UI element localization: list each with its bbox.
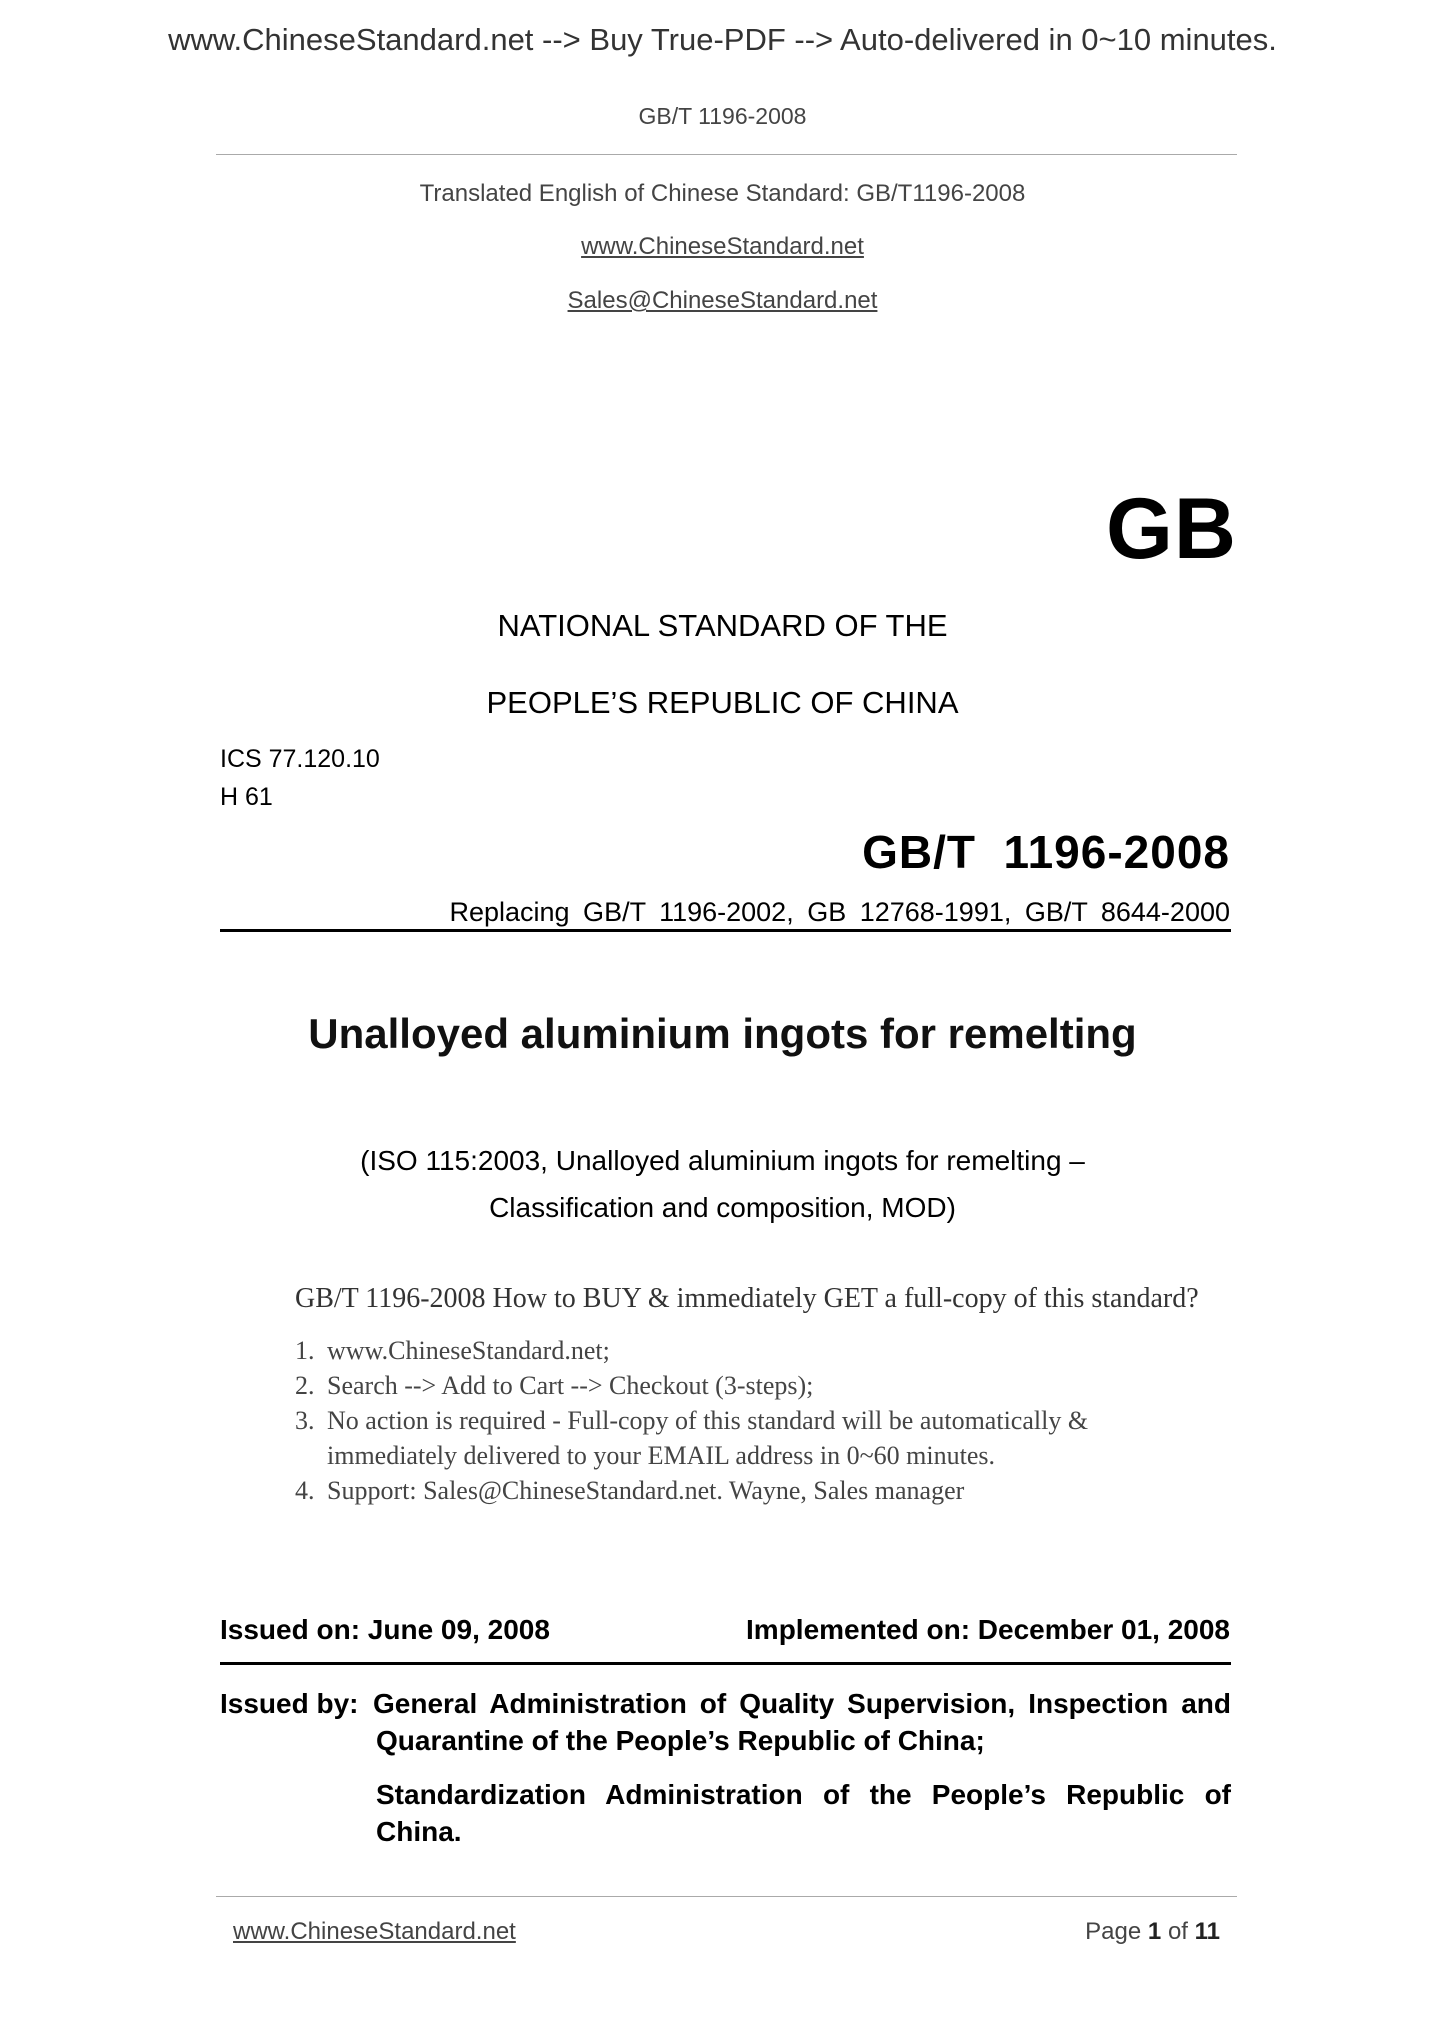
issuing-org-2-line2: China. [376, 1816, 462, 1847]
issued-date: Issued on: June 09, 2008 [220, 1614, 550, 1645]
issuing-org-2-line1: Standardization Administration of the People’s Republic of [376, 1779, 1231, 1810]
standard-number: GB/T 1196-2008 [862, 826, 1230, 878]
iso-reference-line2: Classification and composition, MOD) [489, 1192, 956, 1223]
step-text[interactable]: www.ChineseStandard.net; [327, 1336, 610, 1365]
issuing-org-1-line2: Quarantine of the People’s Republic of China; [376, 1725, 985, 1756]
email-link-container [0, 287, 1445, 315]
purchase-instructions [295, 1283, 1245, 1508]
translation-title: Translated English of Chinese Standard: GB/T1196-2008 [419, 180, 1026, 207]
header-standard-code: GB/T 1196-2008 [638, 103, 807, 129]
ccs-code: H 61 [220, 783, 273, 811]
issuing-org-1-line1: General Administration of Quality Supervision, Inspection and [373, 1688, 1231, 1719]
website-link[interactable]: www.ChineseStandard.net [581, 233, 864, 260]
purchase-step-2 [295, 1368, 1245, 1403]
header-divider [216, 154, 1237, 155]
implemented-date: Implemented on: December 01, 2008 [746, 1614, 1230, 1645]
national-standard-line2: PEOPLE’S REPUBLIC OF CHINA [486, 685, 959, 720]
footer-divider [216, 1896, 1237, 1897]
dates-divider [220, 1662, 1231, 1665]
website-link-container [0, 233, 1445, 261]
top-banner: www.ChineseStandard.net --> Buy True-PDF --> Auto-delivered in 0~10 minutes. [168, 22, 1277, 57]
iso-reference-line1: (ISO 115:2003, Unalloyed aluminium ingots for remelting – [360, 1145, 1085, 1176]
title-divider [220, 929, 1231, 932]
page-prefix: Page [1085, 1918, 1142, 1945]
replacing-standards: Replacing GB/T 1196-2002, GB 12768-1991, GB/T 8644-2000 [449, 897, 1230, 927]
page-total: 11 [1194, 1918, 1220, 1945]
purchase-step-3-continued: immediately delivered to your EMAIL address in 0~60 minutes. [327, 1441, 996, 1470]
step-number: 2. [295, 1371, 315, 1400]
step-text: Support: Sales@ChineseStandard.net. Wayne, Sales manager [327, 1476, 965, 1505]
step-text: Search --> Add to Cart --> Checkout (3-steps); [327, 1371, 814, 1400]
step-text: No action is required - Full-copy of this standard will be automatically & [327, 1406, 1089, 1435]
purchase-step-3 [295, 1403, 1245, 1438]
document-title: Unalloyed aluminium ingots for remelting [308, 1010, 1137, 1057]
purchase-question: GB/T 1196-2008 How to BUY & immediately GET a full-copy of this standard? [295, 1283, 1199, 1314]
purchase-step-4 [295, 1473, 1245, 1508]
sales-email-link[interactable]: Sales@ChineseStandard.net [567, 287, 878, 314]
step-number: 3. [295, 1406, 315, 1435]
page-current: 1 [1147, 1918, 1162, 1945]
step-number: 1. [295, 1336, 315, 1365]
page-number [1085, 1918, 1220, 1946]
purchase-step-1 [295, 1333, 1245, 1368]
ics-code: ICS 77.120.10 [220, 745, 380, 773]
step-number: 4. [295, 1476, 315, 1505]
gb-logo: GB [1106, 481, 1237, 577]
national-standard-line1: NATIONAL STANDARD OF THE [497, 608, 948, 643]
footer-website-link[interactable]: www.ChineseStandard.net [233, 1918, 516, 1945]
page-of: of [1167, 1918, 1188, 1945]
issued-by-label: Issued by: [220, 1688, 359, 1719]
